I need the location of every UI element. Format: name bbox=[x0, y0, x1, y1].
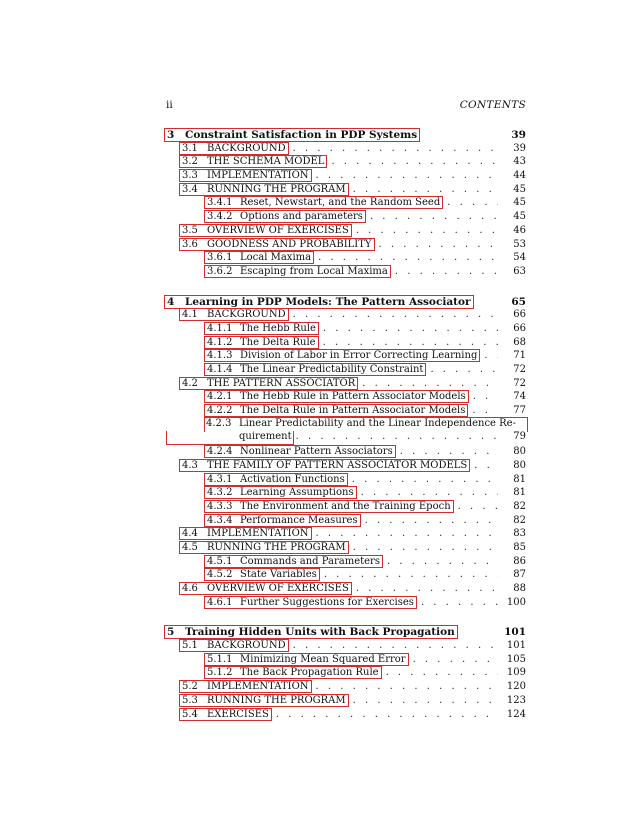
section-number: 4.5 bbox=[182, 541, 198, 553]
toc-section-entry[interactable] bbox=[166, 708, 526, 722]
toc-link[interactable] bbox=[204, 251, 314, 264]
subsection-number: 4.2.1 bbox=[207, 391, 233, 403]
page-ref: 39 bbox=[511, 129, 526, 141]
dot-leaders bbox=[473, 391, 498, 402]
subsection-number: 3.4.2 bbox=[207, 211, 233, 223]
page-ref: 66 bbox=[513, 322, 526, 334]
page-ref: 66 bbox=[513, 309, 526, 321]
dot-leaders bbox=[370, 211, 498, 222]
toc-section-entry[interactable] bbox=[166, 694, 526, 708]
toc-link[interactable] bbox=[164, 128, 420, 142]
page-ref: 83 bbox=[513, 528, 526, 540]
page-ref: 45 bbox=[513, 197, 526, 209]
section-title: THE SCHEMA MODEL bbox=[207, 156, 325, 168]
chapter-title: Constraint Satisfaction in PDP Systems bbox=[185, 129, 418, 141]
section-title: BACKGROUND bbox=[207, 142, 286, 154]
subsection-number: 4.1.1 bbox=[207, 322, 233, 334]
toc-link[interactable] bbox=[179, 155, 327, 168]
dot-leaders bbox=[421, 597, 498, 608]
dot-leaders bbox=[296, 431, 498, 442]
page-ref: 80 bbox=[513, 459, 526, 471]
section-title: OVERVIEW OF EXERCISES bbox=[207, 224, 349, 236]
dot-leaders bbox=[361, 487, 498, 498]
page-ref: 82 bbox=[513, 514, 526, 526]
subsection-number: 4.1.4 bbox=[207, 364, 233, 375]
section-title: THE FAMILY OF PATTERN ASSOCIATOR MODELS bbox=[207, 459, 468, 471]
page-ref: 72 bbox=[513, 364, 526, 375]
section-number: 5.4 bbox=[182, 708, 198, 720]
section-number: 4.3 bbox=[182, 459, 198, 471]
toc-link[interactable] bbox=[204, 336, 319, 349]
subsection-title: Nonlinear Pattern Associators bbox=[240, 446, 393, 458]
page-ref: 101 bbox=[504, 626, 526, 639]
dot-leaders bbox=[387, 556, 498, 567]
page-ref: 123 bbox=[506, 694, 526, 706]
section-title: THE PATTERN ASSOCIATOR bbox=[207, 377, 356, 389]
chapter-block bbox=[166, 625, 526, 721]
toc-subsection-entry[interactable] bbox=[166, 514, 526, 528]
toc-section-entry[interactable] bbox=[166, 169, 526, 183]
page-ref: 81 bbox=[513, 487, 526, 499]
toc-section-entry[interactable] bbox=[166, 459, 526, 473]
chapter-title: Learning in PDP Models: The Pattern Associator bbox=[185, 295, 471, 308]
subsection-title: State Variables bbox=[240, 569, 317, 581]
subsection-title: Options and parameters bbox=[240, 211, 363, 223]
subsection-title: Learning Assumptions bbox=[240, 487, 354, 499]
page-ref: 81 bbox=[513, 473, 526, 485]
toc-subsection-entry[interactable] bbox=[166, 500, 526, 514]
subsection-number: 4.1.3 bbox=[207, 350, 233, 362]
page-ref: 80 bbox=[513, 446, 526, 458]
toc-chapter-entry[interactable] bbox=[166, 128, 526, 142]
page-ref: 101 bbox=[506, 640, 526, 652]
page-ref: 44 bbox=[513, 170, 526, 182]
toc-section-entry[interactable] bbox=[166, 308, 526, 322]
page-ref: 45 bbox=[513, 183, 526, 195]
dot-leaders bbox=[276, 709, 498, 720]
toc-link[interactable] bbox=[179, 541, 349, 554]
toc-link[interactable] bbox=[164, 625, 458, 639]
subsection-title: The Hebb Rule bbox=[240, 322, 316, 334]
toc-subsection-entry[interactable] bbox=[166, 196, 526, 210]
subsection-title: The Delta Rule bbox=[240, 336, 316, 348]
section-number: 5.2 bbox=[182, 681, 198, 693]
toc-link[interactable] bbox=[204, 390, 469, 403]
dot-leaders bbox=[484, 350, 498, 361]
dot-leaders bbox=[430, 364, 498, 375]
toc-subsection-entry[interactable] bbox=[166, 555, 526, 569]
toc-link[interactable] bbox=[204, 196, 443, 209]
toc-link[interactable] bbox=[179, 142, 289, 155]
dot-leaders bbox=[400, 446, 498, 457]
subsection-title: Escaping from Local Maxima bbox=[240, 265, 388, 277]
subsection-title-continued: quirement bbox=[239, 431, 292, 443]
toc-link[interactable] bbox=[204, 473, 348, 486]
chapter-number: 4 bbox=[167, 295, 175, 308]
section-number: 3.3 bbox=[182, 170, 198, 182]
section-number: 4.4 bbox=[182, 528, 198, 540]
page-ref: 105 bbox=[506, 653, 526, 665]
toc-link[interactable] bbox=[179, 680, 312, 693]
toc-link[interactable] bbox=[204, 486, 357, 499]
section-title: GOODNESS AND PROBABILITY bbox=[207, 238, 372, 250]
subsection-number: 4.1.2 bbox=[207, 336, 233, 348]
toc-link[interactable] bbox=[204, 666, 382, 679]
running-title: CONTENTS bbox=[459, 99, 526, 111]
toc-link[interactable] bbox=[204, 596, 417, 609]
toc-subsection-entry[interactable] bbox=[166, 390, 526, 404]
section-title: IMPLEMENTATION bbox=[207, 528, 309, 540]
toc-link[interactable] bbox=[179, 708, 272, 721]
subsection-number: 4.2.2 bbox=[207, 405, 233, 417]
toc-link[interactable] bbox=[166, 431, 294, 445]
section-title: RUNNING THE PROGRAM bbox=[207, 694, 346, 706]
dot-leaders bbox=[362, 378, 498, 389]
dot-leaders bbox=[353, 542, 498, 553]
page-ref: 87 bbox=[513, 569, 526, 581]
section-number: 3.1 bbox=[182, 142, 198, 154]
chapter-block bbox=[166, 295, 526, 610]
toc-section-entry[interactable] bbox=[166, 183, 526, 197]
subsection-title: The Environment and the Training Epoch bbox=[240, 500, 451, 512]
toc-subsection-entry[interactable] bbox=[166, 251, 526, 265]
toc-section-entry[interactable] bbox=[166, 224, 526, 238]
page-ref: 72 bbox=[513, 377, 526, 389]
toc-section-entry[interactable] bbox=[166, 527, 526, 541]
toc-subsection-entry[interactable] bbox=[166, 568, 526, 582]
toc-section-entry[interactable] bbox=[166, 680, 526, 694]
toc-link[interactable] bbox=[179, 694, 349, 707]
page-ref: 68 bbox=[513, 336, 526, 348]
subsection-title: Local Maxima bbox=[240, 252, 312, 264]
toc-link[interactable] bbox=[179, 639, 289, 652]
toc-link[interactable] bbox=[179, 377, 358, 390]
toc-link[interactable] bbox=[204, 322, 319, 335]
toc-link[interactable] bbox=[179, 527, 312, 540]
toc-subsection-entry[interactable] bbox=[166, 653, 526, 667]
page-ref: 77 bbox=[513, 405, 526, 417]
dot-leaders bbox=[447, 197, 498, 208]
toc-link[interactable] bbox=[179, 238, 375, 251]
section-number: 5.1 bbox=[182, 640, 198, 652]
dot-leaders bbox=[293, 309, 498, 320]
section-title: RUNNING THE PROGRAM bbox=[207, 183, 346, 195]
page-ref: 65 bbox=[511, 295, 526, 308]
toc-link[interactable] bbox=[204, 363, 426, 376]
subsection-number: 4.6.1 bbox=[207, 596, 233, 608]
dot-leaders bbox=[331, 156, 498, 167]
section-title: OVERVIEW OF EXERCISES bbox=[207, 583, 349, 594]
subsection-title: Activation Functions bbox=[240, 473, 345, 485]
dot-leaders bbox=[356, 225, 498, 236]
toc-link[interactable] bbox=[179, 582, 352, 595]
toc-subsection-entry[interactable] bbox=[166, 596, 526, 610]
dot-leaders bbox=[353, 184, 498, 195]
section-number: 4.2 bbox=[182, 377, 198, 389]
toc-section-entry[interactable] bbox=[166, 142, 526, 156]
dot-leaders bbox=[324, 569, 498, 580]
toc-subsection-entry[interactable] bbox=[166, 666, 526, 680]
page-ref: 53 bbox=[513, 238, 526, 250]
chapter-block bbox=[166, 128, 526, 279]
page-ref: 85 bbox=[513, 541, 526, 553]
subsection-title: The Delta Rule in Pattern Associator Models bbox=[240, 405, 466, 417]
toc-link[interactable] bbox=[204, 445, 396, 458]
subsection-title: Performance Measures bbox=[240, 514, 358, 526]
dot-leaders bbox=[472, 405, 498, 416]
subsection-number: 4.3.4 bbox=[207, 514, 233, 526]
toc-section-entry[interactable] bbox=[166, 155, 526, 169]
dot-leaders bbox=[353, 695, 498, 706]
page-ref: 54 bbox=[513, 252, 526, 264]
subsection-number: 4.2.4 bbox=[207, 446, 233, 458]
dot-leaders bbox=[323, 323, 498, 334]
subsection-number: 4.2.3 bbox=[206, 417, 232, 429]
page-ref: 109 bbox=[506, 667, 526, 679]
section-title: RUNNING THE PROGRAM bbox=[207, 541, 346, 553]
subsection-number: 3.4.1 bbox=[207, 197, 233, 209]
subsection-title: The Back Propagation Rule bbox=[240, 667, 379, 679]
subsection-title: The Linear Predictability Constraint bbox=[240, 364, 424, 375]
dot-leaders bbox=[323, 337, 498, 348]
section-title: IMPLEMENTATION bbox=[207, 170, 309, 182]
toc-subsection-entry[interactable] bbox=[166, 404, 526, 418]
dot-leaders bbox=[379, 239, 498, 250]
toc-section-entry[interactable] bbox=[166, 582, 526, 596]
subsection-title: Commands and Parameters bbox=[240, 555, 380, 567]
toc-subsection-entry[interactable] bbox=[166, 363, 526, 377]
page-ref: 46 bbox=[513, 224, 526, 236]
section-title: BACKGROUND bbox=[207, 640, 286, 652]
subsection-number: 4.3.2 bbox=[207, 487, 233, 499]
page-ref: 74 bbox=[513, 391, 526, 403]
toc-link[interactable] bbox=[204, 555, 383, 568]
subsection-title: Linear Predictability and the Linear Independence Re- bbox=[239, 417, 516, 429]
page-ref: 124 bbox=[506, 708, 526, 720]
subsection-title: Reset, Newstart, and the Random Seed bbox=[240, 197, 441, 209]
subsection-number: 4.5.1 bbox=[207, 555, 233, 567]
toc-link[interactable] bbox=[204, 265, 391, 278]
toc-link[interactable] bbox=[204, 417, 528, 432]
dot-leaders bbox=[293, 143, 498, 154]
toc-link[interactable] bbox=[204, 349, 480, 362]
page-ref: 100 bbox=[506, 596, 526, 608]
page-ref: 45 bbox=[513, 211, 526, 223]
page-ref: 88 bbox=[513, 583, 526, 594]
subsection-title: Minimizing Mean Squared Error bbox=[240, 653, 406, 665]
toc-subsection-entry[interactable] bbox=[166, 473, 526, 487]
chapter-number: 5 bbox=[167, 626, 175, 639]
subsection-number: 4.3.1 bbox=[207, 473, 233, 485]
toc-subsection-entry[interactable] bbox=[166, 445, 526, 459]
dot-leaders bbox=[352, 474, 498, 485]
subsection-number: 4.3.3 bbox=[207, 500, 233, 512]
toc-link[interactable] bbox=[179, 224, 352, 237]
dot-leaders bbox=[316, 681, 498, 692]
subsection-number: 4.5.2 bbox=[207, 569, 233, 581]
toc-section-entry[interactable] bbox=[166, 238, 526, 252]
page-number: ii bbox=[166, 99, 173, 111]
subsection-number: 5.1.2 bbox=[207, 667, 233, 679]
page-ref: 43 bbox=[513, 156, 526, 168]
page-ref: 120 bbox=[506, 681, 526, 693]
chapter-title: Training Hidden Units with Back Propagation bbox=[185, 626, 455, 639]
toc-subsection-entry[interactable] bbox=[166, 349, 526, 363]
page-ref: 63 bbox=[513, 265, 526, 277]
section-number: 3.6 bbox=[182, 238, 198, 250]
toc-link[interactable] bbox=[204, 568, 320, 581]
dot-leaders bbox=[413, 654, 498, 665]
dot-leaders bbox=[356, 583, 498, 594]
page-ref: 39 bbox=[513, 142, 526, 154]
toc-section-entry[interactable] bbox=[166, 377, 526, 391]
section-number: 3.5 bbox=[182, 224, 198, 236]
subsection-number: 5.1.1 bbox=[207, 653, 233, 665]
section-title: BACKGROUND bbox=[207, 309, 286, 321]
toc-subsection-entry[interactable] bbox=[166, 418, 526, 445]
toc-link[interactable] bbox=[204, 500, 454, 513]
section-number: 3.2 bbox=[182, 156, 198, 168]
section-number: 3.4 bbox=[182, 183, 198, 195]
toc-subsection-entry[interactable] bbox=[166, 486, 526, 500]
toc-subsection-entry[interactable] bbox=[166, 336, 526, 350]
toc-subsection-entry[interactable] bbox=[166, 265, 526, 279]
dot-leaders bbox=[365, 515, 498, 526]
toc-subsection-entry[interactable] bbox=[166, 210, 526, 224]
toc-section-entry[interactable] bbox=[166, 541, 526, 555]
subsection-number: 3.6.2 bbox=[207, 265, 233, 277]
toc-link[interactable] bbox=[179, 459, 470, 472]
section-title: IMPLEMENTATION bbox=[207, 681, 309, 693]
toc-link[interactable] bbox=[204, 404, 468, 417]
toc-link[interactable] bbox=[164, 295, 474, 309]
page-ref: 86 bbox=[513, 555, 526, 567]
toc-section-entry[interactable] bbox=[166, 639, 526, 653]
subsection-title: Further Suggestions for Exercises bbox=[240, 596, 414, 608]
table-of-contents bbox=[166, 128, 526, 737]
toc-link[interactable] bbox=[204, 514, 361, 527]
dot-leaders bbox=[395, 266, 498, 277]
section-number: 4.1 bbox=[182, 309, 198, 321]
dot-leaders bbox=[316, 528, 498, 539]
dot-leaders bbox=[386, 667, 498, 678]
dot-leaders bbox=[318, 252, 498, 263]
toc-link[interactable] bbox=[179, 308, 289, 321]
page-ref: 71 bbox=[513, 350, 526, 362]
chapter-number: 3 bbox=[167, 129, 175, 141]
page-ref: 79 bbox=[513, 431, 526, 443]
toc-link[interactable] bbox=[179, 169, 312, 182]
toc-chapter-entry[interactable] bbox=[166, 625, 526, 639]
toc-chapter-entry[interactable] bbox=[166, 295, 526, 309]
dot-leaders bbox=[458, 501, 498, 512]
dot-leaders bbox=[293, 640, 498, 651]
section-title: EXERCISES bbox=[207, 708, 269, 720]
toc-subsection-entry[interactable] bbox=[166, 322, 526, 336]
subsection-title: The Hebb Rule in Pattern Associator Models bbox=[240, 391, 466, 403]
toc-link[interactable] bbox=[204, 210, 366, 223]
subsection-title: Division of Labor in Error Correcting Learning bbox=[240, 350, 478, 362]
toc-link[interactable] bbox=[204, 653, 409, 666]
toc-link[interactable] bbox=[179, 183, 349, 196]
subsection-number: 3.6.1 bbox=[207, 252, 233, 264]
page-ref: 82 bbox=[513, 500, 526, 512]
section-number: 5.3 bbox=[182, 694, 198, 706]
section-number: 4.6 bbox=[182, 583, 198, 594]
dot-leaders bbox=[316, 170, 498, 181]
dot-leaders bbox=[474, 460, 498, 471]
